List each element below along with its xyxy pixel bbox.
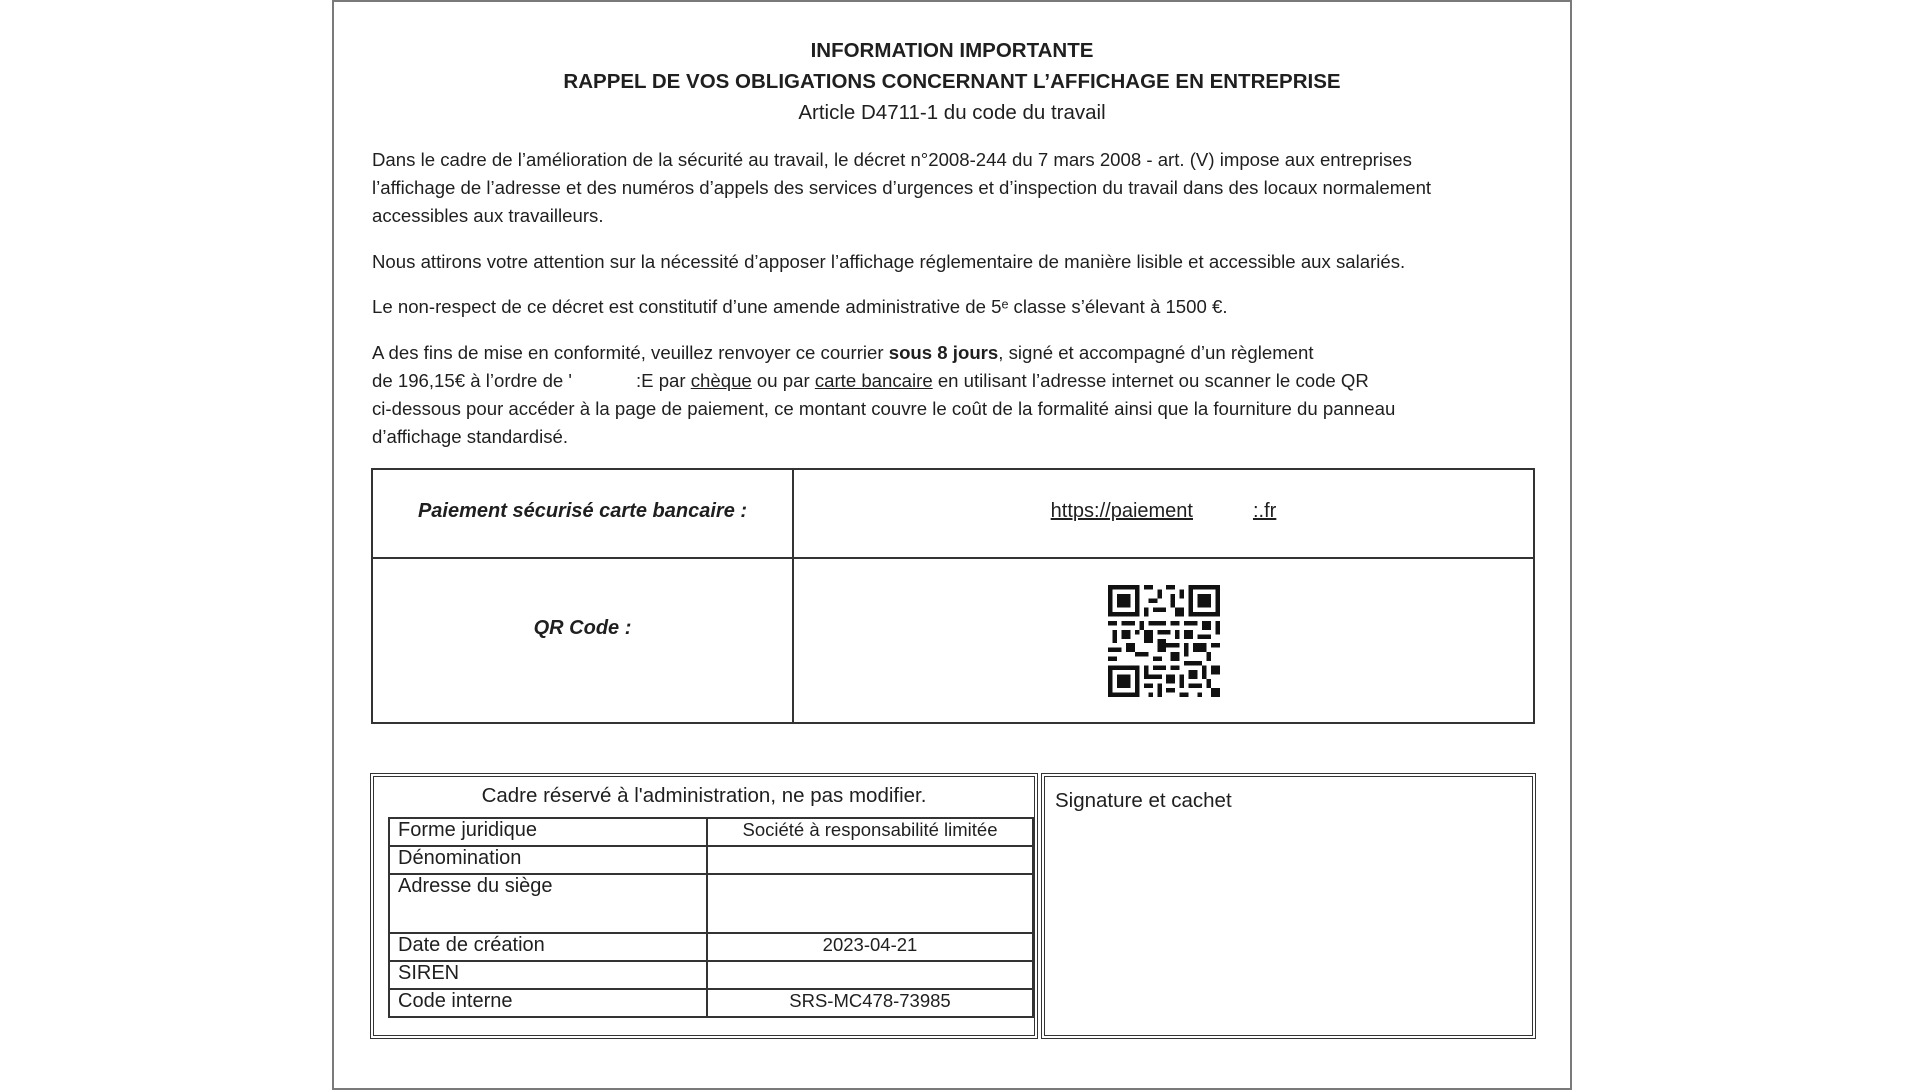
admin-table <box>388 817 1034 1018</box>
header-subtitle: RAPPEL DE VOS OBLIGATIONS CONCERNANT L’AFFICHAGE EN ENTREPRISE <box>563 70 1341 93</box>
text-segment: A des fins de mise en conformité, veuillez renvoyer ce courrier <box>372 342 889 363</box>
paragraph-line: l’affichage de l’adresse et des numéros d’appels des services d’urgences et d’inspection du travail dans des locaux normalement <box>372 177 1432 198</box>
payment-url-link[interactable] <box>794 500 1533 523</box>
row-value: Société à responsabilité limitée <box>707 818 1033 846</box>
paragraph-penalty <box>372 293 1502 321</box>
paragraph-line: d’affichage standardisé. <box>372 426 569 447</box>
paragraph-line <box>372 339 1502 367</box>
row-key: Code interne <box>389 989 707 1017</box>
header-article: Article D4711-1 du code du travail <box>798 101 1106 124</box>
admin-box <box>370 773 1038 1039</box>
paragraph-decree <box>372 146 1502 230</box>
payment-table <box>371 468 1535 724</box>
table-row <box>389 818 1033 846</box>
url-start[interactable]: https://paiement <box>1050 500 1193 522</box>
paragraph-line: Le non-respect de ce décret est constitutif d’une amende administrative de 5ᵉ classe s’élevant à 1500 €. <box>372 296 1228 317</box>
row-key: SIREN <box>389 961 707 989</box>
signature-box <box>1041 773 1536 1039</box>
admin-title: Cadre réservé à l'administration, ne pas modifier. <box>481 784 927 807</box>
deadline-text: sous 8 jours <box>888 342 999 363</box>
header-title: INFORMATION IMPORTANTE <box>810 39 1094 62</box>
row-key: Dénomination <box>389 846 707 874</box>
paragraph-line: Nous attirons votre attention sur la nécessité d’apposer l’affichage réglementaire de manière lisible et accessible aux salariés. <box>372 251 1406 272</box>
paragraph-line: accessibles aux travailleurs. <box>372 205 604 226</box>
cheque-text: chèque <box>690 370 752 391</box>
row-value: SRS-MC478-73985 <box>707 989 1033 1017</box>
table-divider <box>373 557 1533 559</box>
paragraph-line: Dans le cadre de l’amélioration de la sécurité au travail, le décret n°2008-244 du 7 mars 2008 - art. (V) impose aux entreprises <box>372 149 1412 170</box>
url-end[interactable]: :.fr <box>1252 500 1277 522</box>
card-payment-label: Paiement sécurisé carte bancaire : <box>417 500 748 522</box>
qr-code-image[interactable] <box>1108 585 1220 697</box>
qr-code-label: QR Code : <box>533 617 632 639</box>
row-value <box>707 874 1033 933</box>
row-key: Forme juridique <box>389 818 707 846</box>
paragraph-line: ci-dessous pour accéder à la page de paiement, ce montant couvre le coût de la formalité ainsi que la fourniture du panneau <box>372 398 1396 419</box>
letter-page <box>332 0 1572 1090</box>
card-text: carte bancaire <box>814 370 933 391</box>
table-row <box>389 846 1033 874</box>
table-row <box>389 989 1033 1017</box>
row-value: 2023-04-21 <box>707 933 1033 961</box>
paragraph-attention <box>372 248 1502 276</box>
text-segment: ou par <box>751 370 815 391</box>
paragraph-line <box>372 367 1502 395</box>
row-value <box>707 846 1033 874</box>
table-row <box>389 933 1033 961</box>
table-row <box>389 874 1033 933</box>
row-key: Date de création <box>389 933 707 961</box>
row-key: Adresse du siège <box>389 874 707 933</box>
row-value <box>707 961 1033 989</box>
text-segment: de 196,15€ à l’ordre de ' <box>372 370 572 391</box>
text-segment: , signé et accompagné d’un règlement <box>998 342 1314 363</box>
paragraph-compliance <box>372 339 1502 451</box>
text-segment: :E par <box>635 370 691 391</box>
signature-label: Signature et cachet <box>1055 789 1232 812</box>
table-row <box>389 961 1033 989</box>
text-segment: en utilisant l’adresse internet ou scanner le code QR <box>932 370 1369 391</box>
